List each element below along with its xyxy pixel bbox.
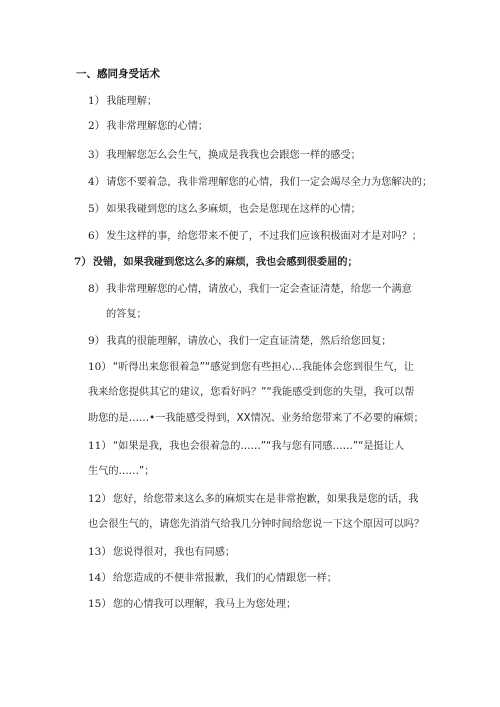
item-number: 11）: [88, 440, 112, 452]
item-number: 3）: [88, 149, 106, 161]
list-item: [88, 202, 361, 217]
list-item: [74, 255, 358, 270]
item-number: 4）: [88, 176, 106, 188]
list-item: [88, 492, 419, 507]
list-item-continuation: [88, 386, 414, 400]
item-text: 我非常理解您的心情，请放心，我们一定会查证清楚，给您一个满意: [106, 284, 412, 295]
list-item: [88, 334, 391, 349]
item-number: 8）: [88, 283, 106, 295]
item-number: 15）: [88, 598, 112, 610]
item-text: 生气的……”；: [88, 466, 155, 477]
list-item: [88, 94, 157, 109]
item-number: 6）: [88, 230, 106, 242]
item-text: 我理解您怎么会生气，换成是我我也会跟您一样的感受；: [106, 150, 361, 161]
item-number: 14）: [88, 572, 112, 584]
list-item-continuation: [88, 465, 154, 479]
item-text: 请您不要着急，我非常理解您的心情，我们一定会竭尽全力为您解决的；: [106, 177, 433, 188]
item-text: “听得出来您很着急”“感觉到您有些担心…我能体会您到很生气，让: [112, 362, 414, 373]
item-number: 9）: [88, 335, 106, 347]
item-number: 1）: [88, 95, 106, 107]
item-text: 没错，如果我碰到您这么多的麻烦，我也会感到很委屈的；: [92, 257, 358, 268]
item-text: 我非常理解您的心情；: [106, 121, 209, 132]
list-item: [88, 148, 361, 163]
item-text: 也会很生气的，请您先消消气给我几分钟时间给您说一下这个原因可以吗？: [88, 519, 425, 530]
item-text: 如果我碰到您的这么多麻烦，也会是您现在这样的心情；: [106, 204, 361, 215]
list-item: [88, 360, 414, 375]
list-item: [88, 229, 422, 244]
item-number: 2）: [88, 120, 106, 132]
item-text: 的答复；: [106, 309, 147, 320]
item-text: 您的心情我可以理解，我马上为您处理；: [112, 599, 297, 610]
list-item: [88, 175, 432, 190]
item-number: 13）: [88, 546, 112, 558]
item-text: 给您造成的不便非常报歉，我们的心情跟您一样；: [112, 573, 337, 584]
item-text: 我来给您提供其它的建议，您看好吗？”“我能感受到您的失望，我可以帮: [88, 387, 415, 398]
list-item-continuation: [88, 518, 424, 532]
item-text: “如果是我，我也会很着急的……”“我与您有同感……”“是挺让人: [112, 441, 405, 452]
list-item: [88, 545, 235, 560]
item-number: 7）: [74, 256, 92, 268]
item-number: 12）: [88, 493, 112, 505]
section-heading: 一、感同身受话术: [76, 68, 160, 80]
item-text: 助您的是……•一我能感受得到，XX情况、业务给您带来了不必要的麻烦；: [88, 413, 424, 424]
list-item: [88, 571, 337, 586]
item-text: 您好，给您带来这么多的麻烦实在是非常抱歉，如果我是您的话，我: [112, 494, 419, 505]
item-text: 我真的很能理解，请放心，我们一定直证清楚，然后给您回复；: [106, 336, 392, 347]
list-item: [88, 439, 404, 454]
item-text: 您说得很对，我也有同感；: [112, 547, 236, 558]
list-item-continuation: [106, 308, 147, 322]
list-item: [88, 119, 208, 134]
list-item-continuation: [88, 412, 424, 426]
item-text: 发生这样的事，给您带来不便了，不过我们应该积极面对才是对吗？；: [106, 231, 422, 242]
item-number: 5）: [88, 203, 106, 215]
item-number: 10）: [88, 361, 112, 373]
item-text: 我能理解；: [106, 96, 158, 107]
list-item: [88, 282, 412, 297]
list-item: [88, 597, 296, 612]
